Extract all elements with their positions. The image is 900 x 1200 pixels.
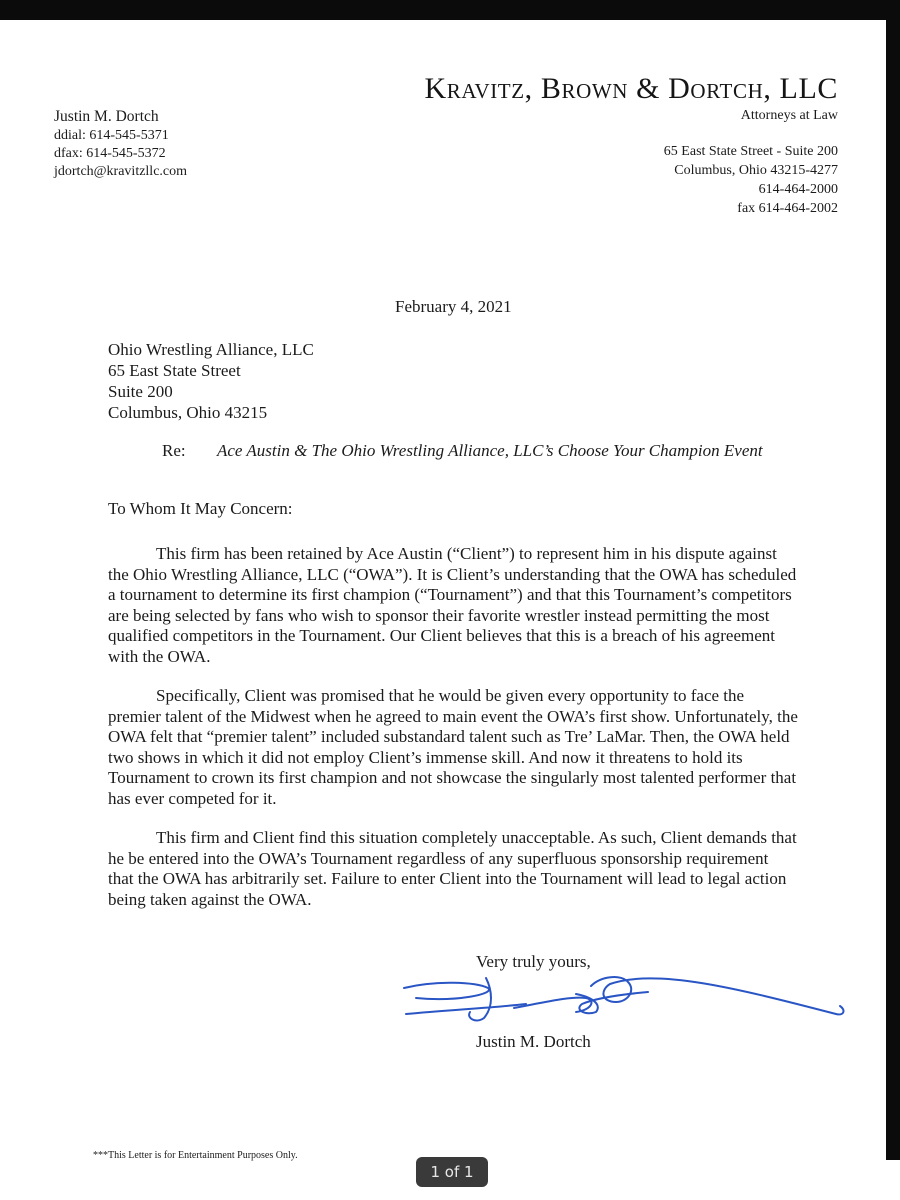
body-paragraph [108, 544, 798, 667]
handwritten-signature [396, 958, 856, 1058]
firm-address-line: 65 East State Street - Suite 200 [663, 144, 838, 159]
recipient-line: 65 East State Street [108, 361, 241, 380]
page-indicator: 1 of 1 [416, 1157, 488, 1187]
viewer-top-bar [0, 0, 900, 20]
recipient-line: Ohio Wrestling Alliance, LLC [108, 340, 314, 359]
paragraph-text: This firm has been retained by Ace Austin (“Client”) to represent him in his dispute against the Ohio Wrestling Alliance, LLC (“OWA”). It is Client’s understanding that the OWA has scheduled a tournament to determine its first champion (“Tournament”) and that this Tournament’s competitors are being selected by fans who wish to sponsor their favorite wrestler instead permitting the most qualified competitors in the Tournament. Our Client believes that this is a breach of his agreement with the OWA. [108, 544, 797, 666]
viewer-right-bar [886, 20, 900, 1160]
firm-phone: 614-464-2000 [758, 182, 838, 197]
paragraph-text: This firm and Client find this situation completely unacceptable. As such, Client demands that he be entered into the OWA’s Tournament regardless of any superfluous sponsorship requirement that the OWA has arbitrarily set. Failure to enter Client into the Tournament will lead to legal action being taken against the OWA. [108, 828, 797, 909]
letter-page [0, 20, 886, 1200]
sender-name: Justin M. Dortch [54, 108, 159, 125]
firm-subtitle: Attorneys at Law [740, 108, 838, 123]
disclaimer-footnote: ***This Letter is for Entertainment Purposes Only. [93, 1150, 298, 1161]
closing: Very truly yours, [476, 952, 591, 971]
body-paragraph [108, 828, 798, 910]
re-label: Re: [162, 441, 186, 460]
letter-date: February 4, 2021 [395, 297, 512, 316]
recipient-line: Columbus, Ohio 43215 [108, 403, 268, 422]
firm-fax: fax 614-464-2002 [737, 201, 838, 216]
sender-direct-dial: ddial: 614-545-5371 [54, 128, 169, 143]
firm-address [664, 142, 838, 218]
re-line [162, 441, 763, 461]
recipient-line: Suite 200 [108, 382, 173, 401]
sender-block [54, 107, 187, 181]
body-paragraph [108, 686, 798, 809]
signature-name: Justin M. Dortch [476, 1032, 591, 1051]
firm-address-line: Columbus, Ohio 43215-4277 [674, 163, 838, 178]
sender-email: jdortch@kravitzllc.com [54, 164, 188, 179]
firm-name: Kravitz, Brown & Dortch, LLC [424, 72, 838, 105]
paragraph-text: Specifically, Client was promised that he would be given every opportunity to face the premier talent of the Midwest when he agreed to main event the OWA’s first show. Unfortunately, the OWA felt that “premier talent” included substandard talent such as Tre’ LaMar. Then, the OWA held two shows in which it did not employ Client’s immense skill. And now it threatens to hold its Tournament to crown its first champion and not showcase the singularly most talented performer that has ever competed for it. [108, 686, 798, 808]
salutation: To Whom It May Concern: [108, 499, 293, 518]
recipient-address [108, 339, 314, 423]
sender-direct-fax: dfax: 614-545-5372 [54, 146, 166, 161]
re-subject: Ace Austin & The Ohio Wrestling Alliance, LLC’s Choose Your Champion Event [217, 441, 763, 460]
